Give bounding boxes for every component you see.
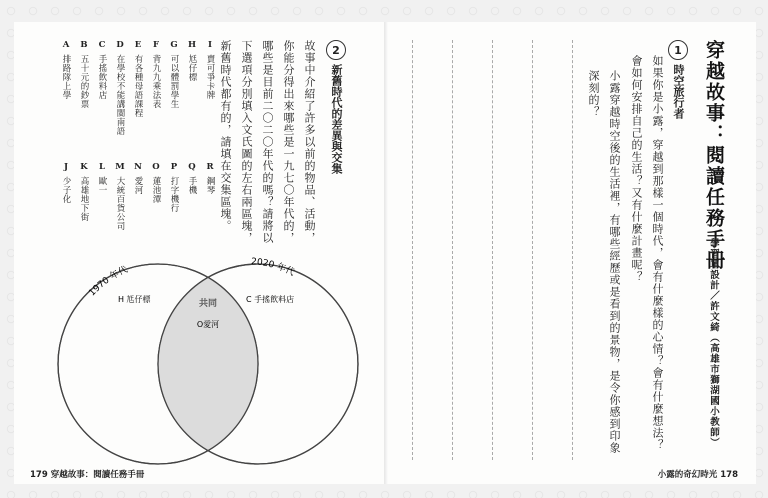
option-item: J少子化 <box>61 162 71 204</box>
option-item: E有各種母語課程 <box>133 40 143 118</box>
venn-left-label: 1970 年代 <box>87 265 130 299</box>
option-list <box>60 40 220 250</box>
option-item: F背九九乘法表 <box>151 40 161 109</box>
section-2-number: 2 <box>326 40 346 60</box>
option-item: G可以體罰學生 <box>169 40 179 109</box>
page-title: 穿越故事：閱讀任務手冊 <box>703 40 725 271</box>
option-item: L歐一 <box>97 162 107 195</box>
option-item: P打字機行 <box>169 162 179 213</box>
option-item: Q手機 <box>187 162 197 195</box>
option-item: D在學校不能講閩南語 <box>115 40 125 136</box>
option-item: H尪仔標 <box>187 40 197 82</box>
writing-lines[interactable] <box>412 40 592 460</box>
book-gutter <box>384 22 388 484</box>
left-page-footer: 179 穿越故事：閱讀任務手冊 <box>30 470 145 480</box>
option-item: R鋼琴 <box>205 162 215 195</box>
option-item: A排路隊上學 <box>61 40 71 100</box>
option-item: N愛河 <box>133 162 143 195</box>
right-page-footer: 小露的奇幻時光 178 <box>657 470 738 480</box>
option-item: K高雄地下街 <box>79 162 89 222</box>
venn-common-answer: O愛河 <box>196 320 220 329</box>
section-1-prompt: 如果你是小露，穿越到那樣一個時代，會有什麼樣的心情？會有什麼想法？會如何安排自己的生活？又有什麼計畫呢？ <box>630 55 664 451</box>
option-item: M大統百貨公司 <box>115 162 125 231</box>
section-2-title: 新舊時代的差異與交集 <box>330 64 343 174</box>
venn-right-label: 2020 年代 <box>250 257 296 279</box>
venn-right-answer: C 手搖飲料店 <box>246 295 295 304</box>
venn-common-label: 共同 <box>198 299 218 309</box>
option-item: I賣可爭卡牌 <box>205 40 215 100</box>
author-credit: 學習單設計／許文綺（高雄市獅湖國小教師） <box>708 238 719 448</box>
section-1-prompt-2: 小露穿越時空後的生活裡，有哪些經歷或是看到的景物，是令你感到印象深刻的？ <box>587 70 621 454</box>
venn-left-answer: H 尪仔標 <box>118 295 151 304</box>
venn-diagram <box>46 244 360 474</box>
section-1-number: 1 <box>668 40 688 60</box>
option-item: O蓮池潭 <box>151 162 161 204</box>
section-2-instructions: 故事中介紹了許多以前的物品、活動，你能分得出來哪些是一九七〇年代的，哪些是目前二〇二〇年代的嗎？請將以下選項分別填入文氏圖的左右兩區塊，新舊時代都有的，請填在交集區塊。 <box>219 40 316 244</box>
section-1-title: 時空旅行者 <box>672 64 685 119</box>
option-item: B五十元的鈔票 <box>79 40 89 109</box>
option-item: C手搖飲料店 <box>97 40 107 100</box>
